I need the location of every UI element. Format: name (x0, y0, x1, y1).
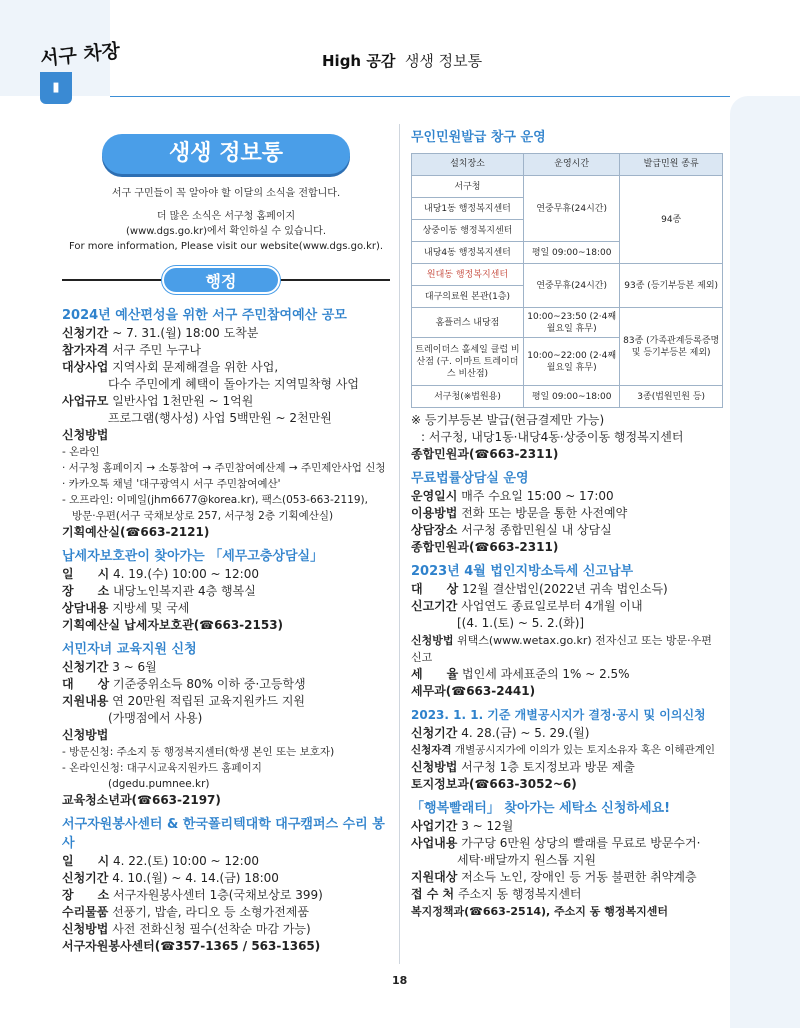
left-column (62, 128, 390, 955)
info-row: 장 소 내당노인복지관 4층 행복실 (62, 584, 256, 598)
info-row: 사업내용 가구당 6만원 상당의 빨래를 무료로 방문수거· (411, 836, 701, 850)
info-row: 일 시 4. 22.(토) 10:00 ~ 12:00 (62, 854, 259, 868)
info-row-cont: (가맹점에서 사용) (108, 711, 203, 725)
table-cell: 83종 (가족관계등록증명 및 등기부등본 제외) (620, 308, 723, 386)
table-cell: 10:00~23:50 (2·4째 월요일 휴무) (523, 308, 619, 338)
contact: 종합민원과(☎663-2311) (411, 540, 559, 554)
table-cell: 3종(법원민원 등) (620, 386, 723, 408)
info-row: 신청방법 위택스(www.wetax.go.kr) 전자신고 또는 방문·우편 신고 (411, 634, 712, 664)
info-row: 세 율 법인세 과세표준의 1% ~ 2.5% (411, 667, 630, 681)
table-row (412, 176, 723, 198)
method-item: - 온라인 (62, 446, 100, 458)
article-title: 2024년 예산편성을 위한 서구 주민참여예산 공모 (62, 308, 347, 323)
info-row: 상담장소 서구청 종합민원실 내 상담실 (411, 523, 612, 537)
contact: 종합민원과(☎663-2311) (411, 447, 559, 461)
table-cell: 평일 09:00~18:00 (523, 386, 619, 408)
table-cell: 서구청 (412, 176, 524, 198)
table-cell: 평일 09:00~18:00 (523, 242, 619, 264)
info-row-cont: 다수 주민에게 혜택이 돌아가는 지역밀착형 사업 (108, 377, 359, 391)
table-row (412, 386, 723, 408)
table-cell: 홈플러스 내당점 (412, 308, 524, 338)
article-title: 2023. 1. 1. 기준 개별공시지가 결정·공시 및 이의신청 (411, 708, 706, 722)
info-row-cont: 세탁·배달까지 원스톱 지원 (457, 853, 596, 867)
info-row: 지원내용 연 20만원 적립된 교육지원카드 지원 (62, 694, 306, 708)
info-row: 신청기간 ~ 7. 31.(월) 18:00 도착분 (62, 326, 259, 340)
info-row: 운영일시 매주 수요일 15:00 ~ 17:00 (411, 489, 614, 503)
note: : 서구청, 내당1동·내당4동·상중이동 행정복지센터 (421, 430, 684, 444)
table-header-row (412, 154, 723, 176)
method-item-cont: 방문·우편(서구 국채보상로 257, 서구청 2층 기획예산실) (72, 510, 334, 522)
info-row: 신청방법 사전 전화신청 필수(선착순 마감 가능) (62, 922, 311, 936)
info-row: 일 시 4. 19.(수) 10:00 ~ 12:00 (62, 567, 259, 581)
info-row: 대 상 기준중위소득 80% 이하 중·고등학생 (62, 677, 306, 691)
intro (62, 186, 390, 254)
article-title: 서민자녀 교육지원 신청 (62, 642, 197, 657)
method-item: - 방문신청: 주소지 동 행정복지센터(학생 본인 또는 보호자) (62, 746, 335, 758)
info-row-cont: 프로그램(행사성) 사업 5백만원 ~ 2천만원 (108, 411, 332, 425)
article-title: 무인민원발급 창구 운영 (411, 130, 546, 145)
info-row-cont: [(4. 1.(토) ~ 5. 2.(화)] (457, 616, 585, 630)
table-cell: 연중무휴(24시간) (523, 264, 619, 308)
article-title: 무료법률상담실 운영 (411, 471, 529, 486)
article-title: 납세자보호관이 찾아가는 「세무고충상담실」 (62, 549, 324, 564)
method-label: 신청방법 (62, 728, 109, 742)
table-cell: 93종 (등기부등본 제외) (620, 264, 723, 308)
info-row: 수리물품 선풍기, 밥솥, 라디오 등 소형가전제품 (62, 905, 309, 919)
method-item: - 온라인신청: 대구시교육지원카드 홈페이지 (62, 762, 262, 774)
info-row: 이용방법 전화 또는 방문을 통한 사전예약 (411, 506, 628, 520)
info-row: 신청방법 서구청 1층 토지정보과 방문 제출 (411, 760, 635, 774)
table-cell: 대구의료원 본관(1층) (412, 286, 524, 308)
contact: 기획예산실 납세자보호관(☎663-2153) (62, 618, 284, 632)
info-row: 신청기간 4. 10.(월) ~ 4. 14.(금) 18:00 (62, 871, 279, 885)
article-title: 2023년 4월 법인지방소득세 신고납부 (411, 564, 634, 579)
contact: 교육청소년과(☎663-2197) (62, 793, 221, 807)
table-cell: 트레이더스 홀세일 클럽 비산점 (구. 이마트 트레이더스 비산점) (412, 338, 524, 386)
table-row (412, 264, 723, 286)
column-header: 발급민원 종류 (620, 154, 723, 176)
method-item: · 서구청 홈페이지 → 소통참여 → 주민참여예산제 → 주민제안사업 신청 (62, 462, 386, 474)
page-number: 18 (392, 974, 408, 987)
header-rule (110, 96, 730, 97)
column-header: 설치장소 (412, 154, 524, 176)
section-tab (40, 72, 72, 104)
logo: 서구 차장 (39, 39, 122, 71)
title-pill: 생생 정보통 (102, 134, 350, 174)
info-row: 장 소 서구자원봉사센터 1층(국채보상로 399) (62, 888, 323, 902)
book-icon: ▮ (52, 80, 60, 95)
article-title: 「행복빨래터」 찾아가는 세탁소 신청하세요! (411, 801, 670, 816)
table-row (412, 308, 723, 338)
info-row: 대 상 12월 결산법인(2022년 귀속 법인소득) (411, 582, 668, 596)
kiosk-table (411, 153, 723, 408)
info-row: 사업규모 일반사업 1천만원 ~ 1억원 (62, 394, 254, 408)
table-cell: 원대동 행정복지센터 (412, 264, 524, 286)
table-cell: 내당4동 행정복지센터 (412, 242, 524, 264)
right-column (411, 128, 723, 920)
info-row: 참가자격 서구 주민 누구나 (62, 343, 201, 357)
info-row: 신고기간 사업연도 종료일로부터 4개월 이내 (411, 599, 643, 613)
method-item: · 카카오톡 채널 '대구광역시 서구 주민참여예산' (62, 478, 281, 490)
info-row: 접 수 처 주소지 동 행정복지센터 (411, 887, 582, 901)
info-row: 신청기간 3 ~ 6월 (62, 660, 157, 674)
info-row: 신청자격 개별공시지가에 이의가 있는 토지소유자 혹은 이해관계인 (411, 744, 716, 756)
column-divider (399, 124, 400, 964)
intro-line: 더 많은 소식은 서구청 홈페이지 (156, 211, 296, 222)
table-cell: 상중이동 행정복지센터 (412, 220, 524, 242)
intro-line: 서구 구민들이 꼭 알아야 할 이달의 소식을 전합니다. (111, 188, 341, 199)
contact: 서구자원봉사센터(☎357-1365 / 563-1365) (62, 939, 321, 953)
contact: 세무과(☎663-2441) (411, 684, 536, 698)
header-subtitle: 생생 정보통 (404, 52, 483, 70)
header-title: High 공감 (322, 52, 396, 70)
info-row: 상담내용 지방세 및 국세 (62, 601, 190, 615)
table-cell: 10:00~22:00 (2·4째 월요일 휴무) (523, 338, 619, 386)
note: ※ 등기부등본 발급(현금결제만 가능) (411, 413, 605, 427)
info-row: 신청기간 4. 28.(금) ~ 5. 29.(월) (411, 726, 590, 740)
info-row: 대상사업 지역사회 문제해결을 위한 사업, (62, 360, 279, 374)
section-heading (62, 260, 390, 300)
table-cell: 서구청(※법원용) (412, 386, 524, 408)
info-row: 지원대상 저소득 노인, 장애인 등 거동 불편한 취약계층 (411, 870, 697, 884)
table-cell: 연중무휴(24시간) (523, 176, 619, 242)
contact: 토지정보과(☎663-3052~6) (411, 777, 577, 791)
section-tag: 행정 (162, 266, 280, 294)
side-band (730, 96, 800, 1028)
intro-line: For more information, Please visit our website(www.dgs.go.kr). (68, 241, 384, 252)
contact: 기획예산실(☎663-2121) (62, 525, 210, 539)
page-header (322, 50, 482, 71)
info-row: 사업기간 3 ~ 12월 (411, 819, 514, 833)
column-header: 운영시간 (523, 154, 619, 176)
intro-line: (www.dgs.go.kr)에서 확인하실 수 있습니다. (125, 226, 327, 237)
method-label: 신청방법 (62, 428, 109, 442)
article-title: 서구자원봉사센터 & 한국폴리텍대학 대구캠퍼스 수리 봉사 (62, 817, 385, 851)
method-item: - 오프라인: 이메일(jhm6677@korea.kr), 팩스(053-663-2119), (62, 494, 368, 506)
contact: 복지정책과(☎663-2514), 주소지 동 행정복지센터 (411, 905, 668, 918)
table-cell: 내당1동 행정복지센터 (412, 198, 524, 220)
method-item-cont: (dgedu.pumnee.kr) (108, 778, 210, 790)
table-cell: 94종 (620, 176, 723, 264)
